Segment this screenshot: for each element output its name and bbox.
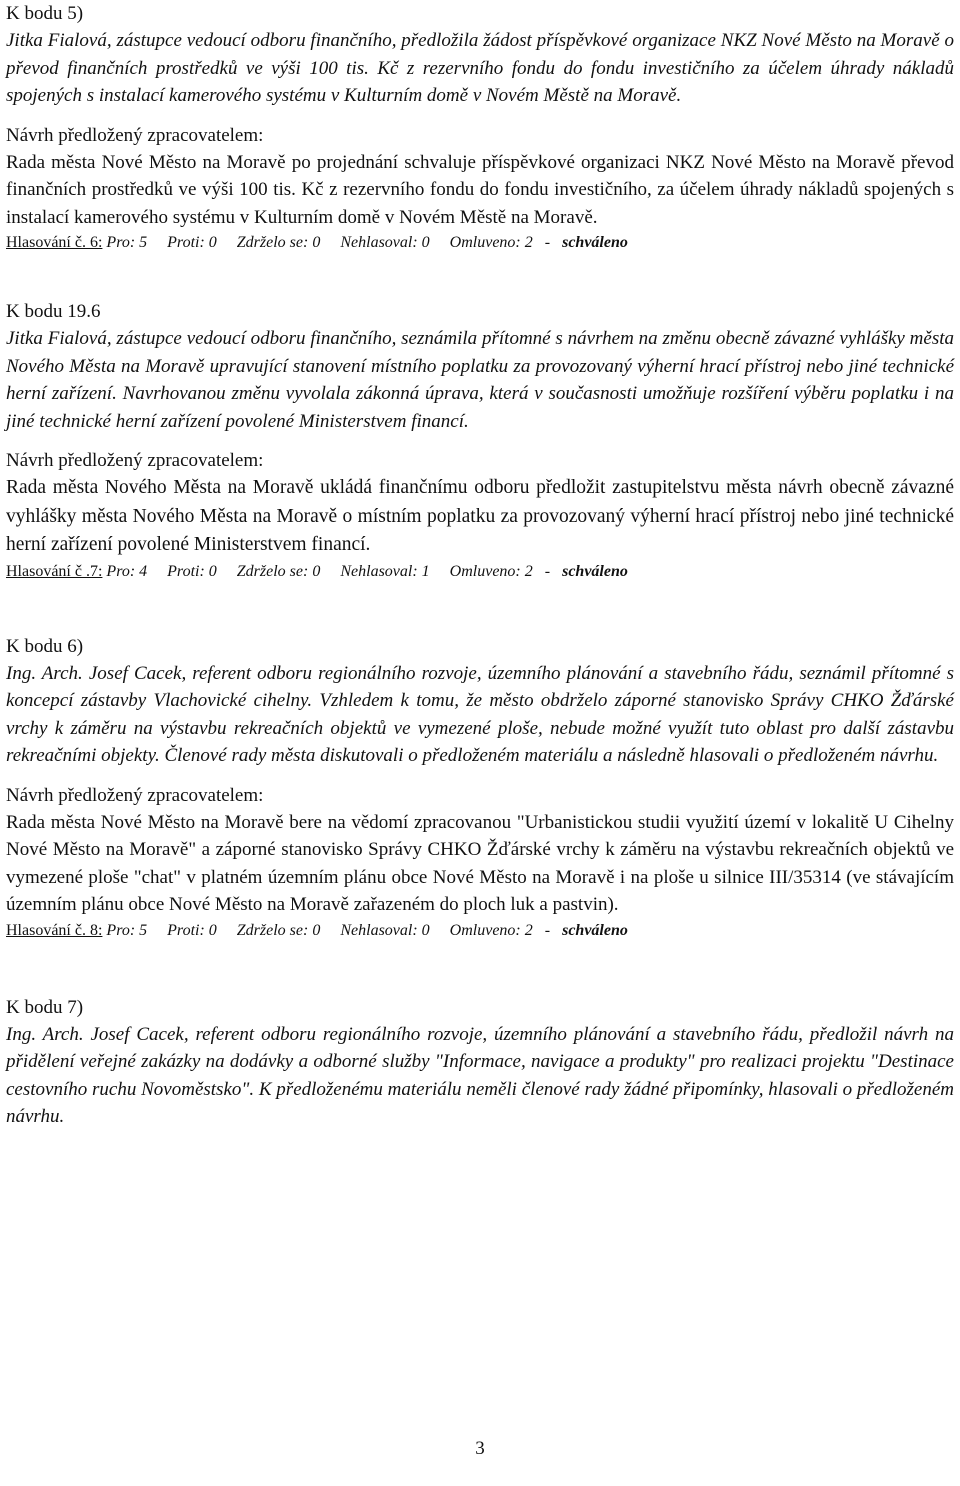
vote-result: schváleno: [562, 234, 628, 251]
section-bod-5: [6, 0, 954, 254]
proposal-label: Návrh předložený zpracovatelem:: [6, 450, 264, 471]
vote-line: [6, 920, 954, 942]
vote-dash: -: [544, 921, 551, 939]
proposal-text: Rada města Nové Město na Moravě bere na vědomí zpracovanou "Urbanistickou studii využití území v lokalitě U Cihelny Nové Město na Moravě" a záporné stanovisko Správy CHKO Žďárské vrchy k záměru na výstavbu rekreačních objektů ve vymezené ploše "chat" v platném územním plánu obce Nové Město na Moravě i na ploše u silnice III/35314 (ve stávajícím územním plánu obce Nové Město na Moravě zařazeném do ploch luk a pastvin).: [6, 811, 954, 915]
page-number: 3: [475, 1438, 485, 1459]
proposal-text: Rada města Nového Města na Moravě ukládá finančnímu odboru předložit zastupitelstvu města návrh obecně závazné vyhlášky města Nového Města na Moravě o místním poplatku za provozovaný výherní hrací přístroj nebo jiné technické herní zařízení povolené Ministerstvem financí.: [6, 477, 954, 555]
section-heading: K bodu 6): [6, 635, 84, 657]
vote-label: Hlasování č. 8:: [6, 921, 103, 939]
vote-zdrzelo: Zdrželo se: 0: [236, 562, 321, 580]
vote-pro: Pro: 5: [106, 234, 148, 251]
vote-nehlasoval: Nehlasoval: 0: [340, 234, 430, 251]
vote-pro: Pro: 5: [106, 921, 148, 939]
vote-zdrzelo: Zdrželo se: 0: [236, 234, 321, 251]
section-bod-6: [6, 633, 954, 942]
section-heading: K bodu 7): [6, 996, 84, 1018]
vote-dash: -: [544, 562, 551, 580]
vote-line: [6, 232, 954, 254]
spacer: [6, 583, 954, 633]
vote-omluveno: Omluveno: 2: [449, 921, 533, 939]
vote-pro: Pro: 4: [106, 562, 148, 580]
vote-proti: Proti: 0: [167, 921, 217, 939]
section-bod-19-6: [6, 298, 954, 583]
section-heading: K bodu 19.6: [6, 301, 101, 322]
proposal-label: Návrh předložený zpracovatelem:: [6, 124, 264, 146]
vote-label: Hlasování č. 6:: [6, 234, 103, 251]
vote-proti: Proti: 0: [167, 234, 217, 251]
vote-nehlasoval: Nehlasoval: 0: [340, 921, 430, 939]
section-bod-7: [6, 994, 954, 1131]
spacer: [6, 942, 954, 994]
proposal-text: Rada města Nové Město na Moravě po projednání schvaluje příspěvkové organizaci NKZ Nové Město na Moravě převod finančních prostředků ve výši 100 tis. Kč z rezervního fondu do fondu investičního, za účelem úhrady nákladů spojených s instalací kamerového systému v Kulturním domě v Novém Městě na Moravě.: [6, 151, 954, 228]
vote-line: [6, 561, 954, 583]
vote-zdrzelo: Zdrželo se: 0: [236, 921, 321, 939]
vote-label: Hlasování č .7:: [6, 562, 103, 580]
proposal-label: Návrh předložený zpracovatelem:: [6, 784, 264, 806]
section-heading: K bodu 5): [6, 3, 84, 24]
section-intro: Jitka Fialová, zástupce vedoucí odboru finančního, předložila žádost příspěvkové organizace NKZ Nové Město na Moravě o převod finančních prostředků ve výši 100 tis. Kč z rezervního fondu do fondu investičního za účelem úhrady nákladů spojených s instalací kamerového systému v Kulturním domě v Novém Městě na Moravě.: [6, 30, 954, 106]
section-intro: Ing. Arch. Josef Cacek, referent odboru regionálního rozvoje, územního plánování a stavebního řádu, předložil návrh na přidělení veřejné zakázky na dodávky a odborné služby "Informace, navigace a produkty" pro realizaci projektu "Destinace cestovního ruchu Novoměstsko". K předloženému materiálu neměli členové rady žádné připomínky, hlasovali o předloženém návrhu.: [6, 1023, 954, 1127]
document-page: [6, 0, 954, 1131]
vote-omluveno: Omluveno: 2: [449, 562, 533, 580]
vote-nehlasoval: Nehlasoval: 1: [340, 562, 430, 580]
spacer: [6, 254, 954, 298]
section-intro: Jitka Fialová, zástupce vedoucí odboru finančního, seznámila přítomné s návrhem na změnu obecně závazné vyhlášky města Nového Města na Moravě upravující stanovení místního poplatku za provozovaný výherní hrací přístroj nebo jiné technické herní zařízení. Navrhovanou změnu vyvolala zákonná úprava, která v současnosti umožňuje rozšíření výběru poplatku i na jiné technické herní zařízení povolené Ministerstvem financí.: [6, 328, 954, 432]
vote-dash: -: [544, 234, 551, 251]
vote-omluveno: Omluveno: 2: [449, 234, 533, 251]
vote-result: schváleno: [562, 562, 628, 580]
section-intro: Ing. Arch. Josef Cacek, referent odboru regionálního rozvoje, územního plánování a stavebního řádu, seznámil přítomné s koncepcí zástavby Vlachovické cihelny. Vzhledem k tomu, že město obdrželo záporné stanovisko Správy CHKO Žďárské vrchy k záměru na výstavbu rekreačních objektů ve vymezené ploše, nebude možné využít tuto oblast pro další zástavbu rekreačními objekty. Členové rady města diskutovali o předloženém materiálu a následně hlasovali o předloženém návrhu.: [6, 662, 954, 766]
vote-result: schváleno: [562, 921, 628, 939]
vote-proti: Proti: 0: [167, 562, 217, 580]
